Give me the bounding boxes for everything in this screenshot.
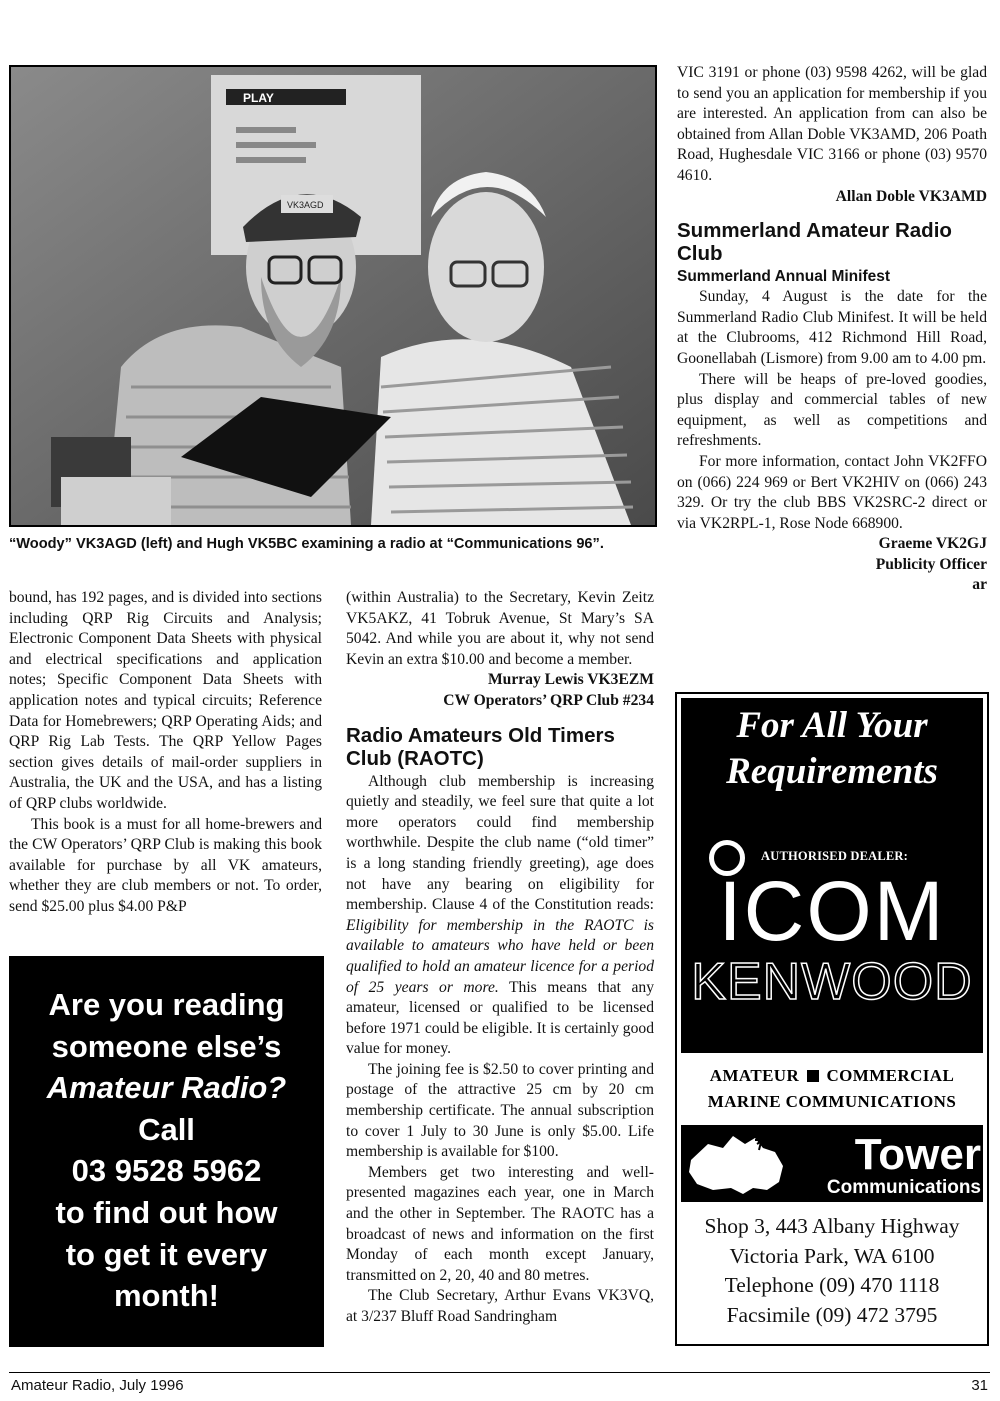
paragraph: Sunday, 4 August is the date for the Summerland Radio Club Minifest. It will be held at the Clubrooms, 412 Richmond Hill Road, Goonellabah (Lismore) from 9.00 am to 4.00 pm. [677, 288, 987, 367]
services-commercial: COMMERCIAL [826, 1066, 955, 1085]
paragraph: The Club Secretary, Arthur Evans VK3VQ, at 3/237 Bluff Road Sandringham [346, 1287, 654, 1325]
ad-phone: 03 9528 5962 [71, 1153, 262, 1189]
paragraph [346, 772, 654, 1060]
ad-line: Amateur Radio? [46, 1070, 287, 1106]
column-1 [9, 588, 322, 918]
address-line: Victoria Park, WA 6100 [729, 1243, 935, 1268]
dealer-ad-panel [681, 698, 983, 1202]
paragraph: (within Australia) to the Secretary, Kevin Zeitz VK5AKZ, 41 Tobruk Avenue, St Mary’s SA 5042. And while you are about it, why not send Kevin an extra $10.00 and become a member. [346, 589, 654, 668]
tower-logo: Tower [854, 1130, 981, 1179]
paragraph: Members get two interesting and well-presented magazines each year, one in March and the other in September. The RAOTC has a broadcast of news and information on the first Monday of each month except January, transmitted on 2, 20, 40 and 80 metres. [346, 1163, 654, 1284]
photo-image [11, 67, 655, 525]
icom-logo: ICOM [718, 864, 946, 958]
authorised-dealer-label: AUTHORISED DEALER: [761, 849, 909, 863]
text: This means that any amateur, licensed or qualified to be licensed before 1971 could be eligible. It is certainly good value for money. [346, 978, 654, 1058]
ad-line: month! [113, 1278, 220, 1314]
dealer-address [681, 1212, 983, 1330]
section-subheading: Summerland Annual Minifest [677, 268, 891, 286]
signature: Graeme VK2GJ [878, 535, 987, 553]
facsimile-line: Facsimile (09) 472 3795 [726, 1302, 938, 1327]
subscription-ad [9, 956, 324, 1347]
ad-headline: For All Your [736, 705, 928, 746]
australia-map-icon [683, 1130, 793, 1200]
paragraph: VIC 3191 or phone (03) 9598 4262, will be glad to send you an application for membership if you are interested. An application from can also be obtained from Allan Doble VK3AMD, 206 Poath Road, Hughesdale VIC 3166 or phone (03) 9570 4610. [677, 64, 987, 184]
cap-badge: VK3AGD [287, 200, 324, 210]
ad-line: to get it every [65, 1236, 268, 1272]
column-3 [677, 63, 987, 596]
services-line: MARINE COMMUNICATIONS [707, 1092, 957, 1111]
paragraph: bound, has 192 pages, and is divided into sections including QRP Rig Circuits and Analysis; Electronic Component Data Sheets with physical and electrical specifications and application notes; Specific Component Data Sheets with application notes and typical circuits; Reference Data for Homebrewers; QRP Operating Aids; and QRP Rig Lab Tests. The QRP Yellow Pages section gives details of mail-order suppliers in Australia, the UK and the USA, and has a listing of QRP clubs worldwide. [9, 589, 322, 812]
paragraph: This book is a must for all home-brewers and the CW Operators’ QRP Club is making this book available for purchase by all VK amateurs, whether they are club members or not. To order, send $25.00 plus $4.00 P&P [9, 815, 322, 915]
services-line [681, 1063, 983, 1089]
text: Although club membership is increasing quietly and steadily, we feel sure that quite a lot more operators could find membership worthwhile. Despite the club name (“old timer” is a long standing friendly greeting), age does not have any bearing on eligibility for membership. Clause 4 of the Constitution reads: [346, 772, 654, 914]
signature: CW Operators’ QRP Club #234 [443, 691, 654, 709]
footer-rule [9, 1372, 990, 1373]
dealer-ad [675, 692, 989, 1346]
section-heading: Radio Amateurs Old Timers Club (RAOTC) [346, 723, 615, 770]
poster-text: PLAY [243, 91, 274, 105]
paragraph: For more information, contact John VK2FFO on (066) 224 969 or Bert VK2HIV on (066) 243 329. Or try the club BBS VK2SRC-2 direct or via VK2RPL-1, Rose Node 668900. [677, 452, 987, 532]
address-line: Shop 3, 443 Albany Highway [704, 1214, 960, 1238]
paragraph: The joining fee is $2.50 to cover printing and postage of the attractive 25 cm by 20 cm membership certificate. The annual subscription to cover 1 July to 30 June is only $5.00. Life membership is available for $100. [346, 1060, 654, 1161]
signature: Murray Lewis VK3EZM [487, 671, 654, 689]
end-mark: ar [972, 576, 987, 594]
services-band [681, 1053, 983, 1125]
page-number: 31 [971, 1377, 988, 1394]
photo [9, 65, 657, 527]
ad-line: to find out how [55, 1194, 278, 1230]
telephone-line: Telephone (09) 470 1118 [724, 1273, 940, 1297]
kenwood-logo: KENWOOD [691, 953, 973, 1011]
footer-publication: Amateur Radio, July 1996 [11, 1377, 184, 1394]
signature-title: Publicity Officer [875, 555, 987, 573]
section-heading: Summerland Amateur Radio Club [677, 219, 952, 266]
photo-caption: “Woody” VK3AGD (left) and Hugh VK5BC examining a radio at “Communications 96”. [9, 536, 604, 552]
ad-headline: Requirements [726, 751, 938, 792]
ad-line: Are you reading [48, 987, 285, 1022]
square-bullet-icon [807, 1070, 819, 1082]
paragraph: There will be heaps of pre-loved goodies, plus display and commercial tables of new equipment, as well as competitions and refreshments. [677, 370, 987, 450]
ad-line: someone else’s [51, 1028, 282, 1064]
ad-line: Call [138, 1111, 195, 1147]
signature: Allan Doble VK3AMD [835, 187, 987, 205]
column-2 [346, 588, 654, 1328]
constitution-quote: Eligibility for membership in the RAOTC is available to amateurs who have held or been qualified to hold an amateur licence for a period of 25 years or more. [346, 916, 654, 996]
tower-logo-sub: Communications [826, 1177, 981, 1198]
services-amateur: AMATEUR [709, 1066, 800, 1085]
